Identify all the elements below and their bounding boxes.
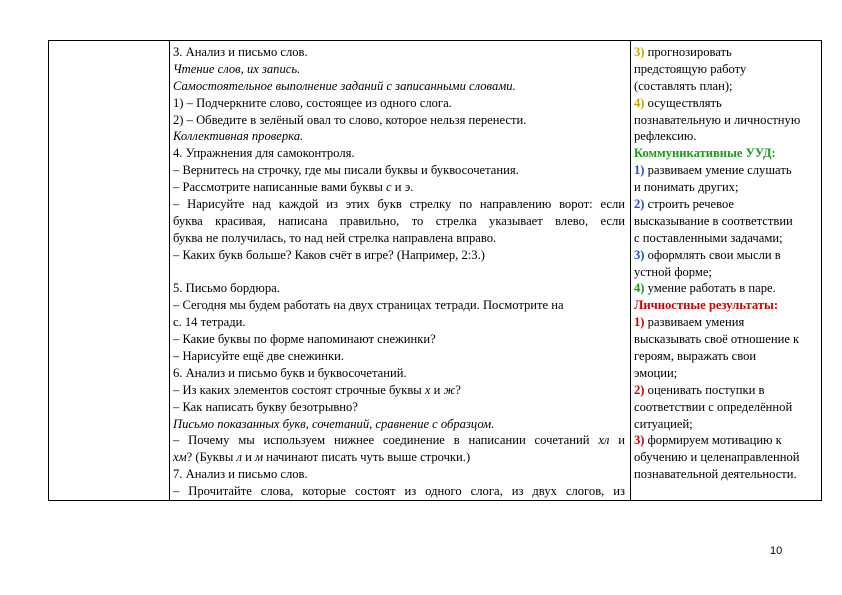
text-line: – Сегодня мы будем работать на двух страницах тетради. Посмотрите на [173, 298, 564, 313]
outcome-line: рефлексию. [634, 129, 697, 144]
text-run: и [609, 433, 625, 448]
text-run: осуществлять [644, 95, 722, 110]
outcome-line: обучению и целенаправленной [634, 450, 800, 465]
text-line: Письмо показанных букв, сочетаний, сравнение с образцом. [173, 416, 495, 431]
communicative-header: Коммуникативные УУД: [634, 146, 776, 161]
text-line: – Каких букв больше? Каков счёт в игре? (Например, 2:3.) [173, 247, 485, 262]
item-number: 3) [634, 247, 645, 262]
text-line: 5. Письмо бордюра. [173, 281, 280, 296]
text-line [173, 432, 625, 449]
text-line [173, 449, 625, 466]
text-line: – Как написать букву безотрывно? [173, 399, 358, 414]
outcome-line: устной форме; [634, 264, 712, 279]
outcome-line: соответствии с определённой [634, 399, 793, 414]
item-number: 1) [634, 163, 645, 178]
lesson-steps-column [173, 44, 625, 500]
outcome-line: эмоции; [634, 365, 678, 380]
text-run: ? (Буквы [186, 450, 237, 465]
outcome-line: (составлять план); [634, 78, 733, 93]
text-run: и [391, 180, 405, 195]
item-number: 4) [634, 281, 645, 296]
text-run: прогнозировать [644, 45, 732, 59]
text-line: – Нарисуйте ещё две снежинки. [173, 349, 345, 364]
text-run: и [430, 382, 444, 397]
item-number: 2) [634, 382, 645, 397]
text-line: Чтение слов, их запись. [173, 61, 301, 76]
text-line: 2) – Обведите в зелёный овал то слово, которое нельзя перенести. [173, 112, 527, 127]
text-line: 1) – Подчеркните слово, состоящее из одного слога. [173, 95, 452, 110]
text-line: – Вернитесь на строчку, где мы писали буквы и буквосочетания. [173, 163, 519, 178]
letter-italic: хм [173, 450, 187, 465]
column-divider-1 [169, 41, 170, 500]
outcome-line: высказывать своё отношение к [634, 332, 800, 347]
text-line: буква красивая, написана правильно, то стрелка указывает влево, если [173, 213, 625, 228]
page-number: 10 [770, 545, 783, 557]
text-run: . [410, 180, 414, 195]
letter-italic: э [404, 180, 411, 195]
outcome-line [634, 432, 818, 449]
outcome-line: высказывание в соответствии [634, 213, 793, 228]
outcome-line: с поставленными задачами; [634, 230, 783, 245]
outcome-line: познавательную и личностную [634, 112, 801, 127]
letter-italic: м [255, 450, 264, 465]
outcome-line [634, 196, 818, 213]
letter-italic: ж [443, 382, 456, 397]
outcome-line: познавательной деятельности. [634, 467, 797, 482]
text-run: – Почему мы используем нижнее соединение в написании сочетаний [173, 433, 599, 448]
text-run: формируем мотивацию к [644, 433, 782, 448]
blank-line [173, 264, 625, 281]
column-divider-2 [630, 41, 631, 500]
outcome-line: и понимать других; [634, 180, 739, 195]
text-run: и [241, 450, 256, 465]
item-number: 2) [634, 197, 645, 212]
outcome-line: героям, выражать свои [634, 349, 757, 364]
lesson-table [48, 40, 822, 501]
outcome-line [634, 162, 818, 179]
outcome-line [634, 247, 818, 264]
text-run: развиваем умения [644, 315, 745, 330]
item-number: 3) [634, 433, 645, 448]
text-run: развиваем умение слушать [644, 163, 792, 178]
letter-italic: с [386, 180, 392, 195]
text-line: Самостоятельное выполнение заданий с записанными словами. [173, 78, 516, 93]
text-line [173, 179, 625, 196]
text-run: начинают писать чуть выше строчки.) [263, 450, 471, 465]
text-line [173, 382, 625, 399]
outcome-line [634, 314, 818, 331]
text-run: оформлять свои мысли в [644, 247, 781, 262]
letter-italic: л [236, 450, 242, 465]
text-line: 4. Упражнения для самоконтроля. [173, 146, 355, 161]
letter-italic: х [424, 382, 431, 397]
outcome-line [634, 44, 818, 61]
text-line: с. 14 тетради. [173, 315, 246, 330]
outcome-line: ситуацией; [634, 416, 693, 431]
text-line: 7. Анализ и письмо слов. [173, 467, 308, 482]
text-run: – Рассмотрите написанные вами буквы [173, 180, 387, 195]
text-line: буква не получилась, то над ней стрелка направлена вправо. [173, 230, 497, 245]
text-run: – Из каких элементов состоят строчные буквы [173, 382, 425, 397]
item-number: 4) [634, 95, 645, 110]
text-line: 3. Анализ и письмо слов. [173, 45, 308, 59]
letter-italic: хл [598, 433, 610, 448]
text-run: оценивать поступки в [644, 382, 765, 397]
item-number: 3) [634, 45, 645, 59]
outcome-line [634, 95, 818, 112]
outcome-line [634, 280, 818, 297]
text-run: строить речевое [644, 197, 735, 212]
text-line: 6. Анализ и письмо букв и буквосочетаний. [173, 365, 407, 380]
item-number: 1) [634, 315, 645, 330]
text-line: – Нарисуйте над каждой из этих букв стрелку по направлению ворот: если [173, 197, 625, 212]
outcome-line: предстоящую работу [634, 61, 747, 76]
outcome-line [634, 382, 818, 399]
text-run: умение работать в паре. [644, 281, 776, 296]
text-line: – Прочитайте слова, которые состоят из одного слога, из двух слогов, из [173, 484, 625, 499]
personal-results-header: Личностные результаты: [634, 298, 779, 313]
text-run: ? [455, 382, 461, 397]
text-line: – Какие буквы по форме напоминают снежинки? [173, 332, 436, 347]
learning-outcomes-column [634, 44, 818, 483]
text-line: Коллективная проверка. [173, 129, 304, 144]
